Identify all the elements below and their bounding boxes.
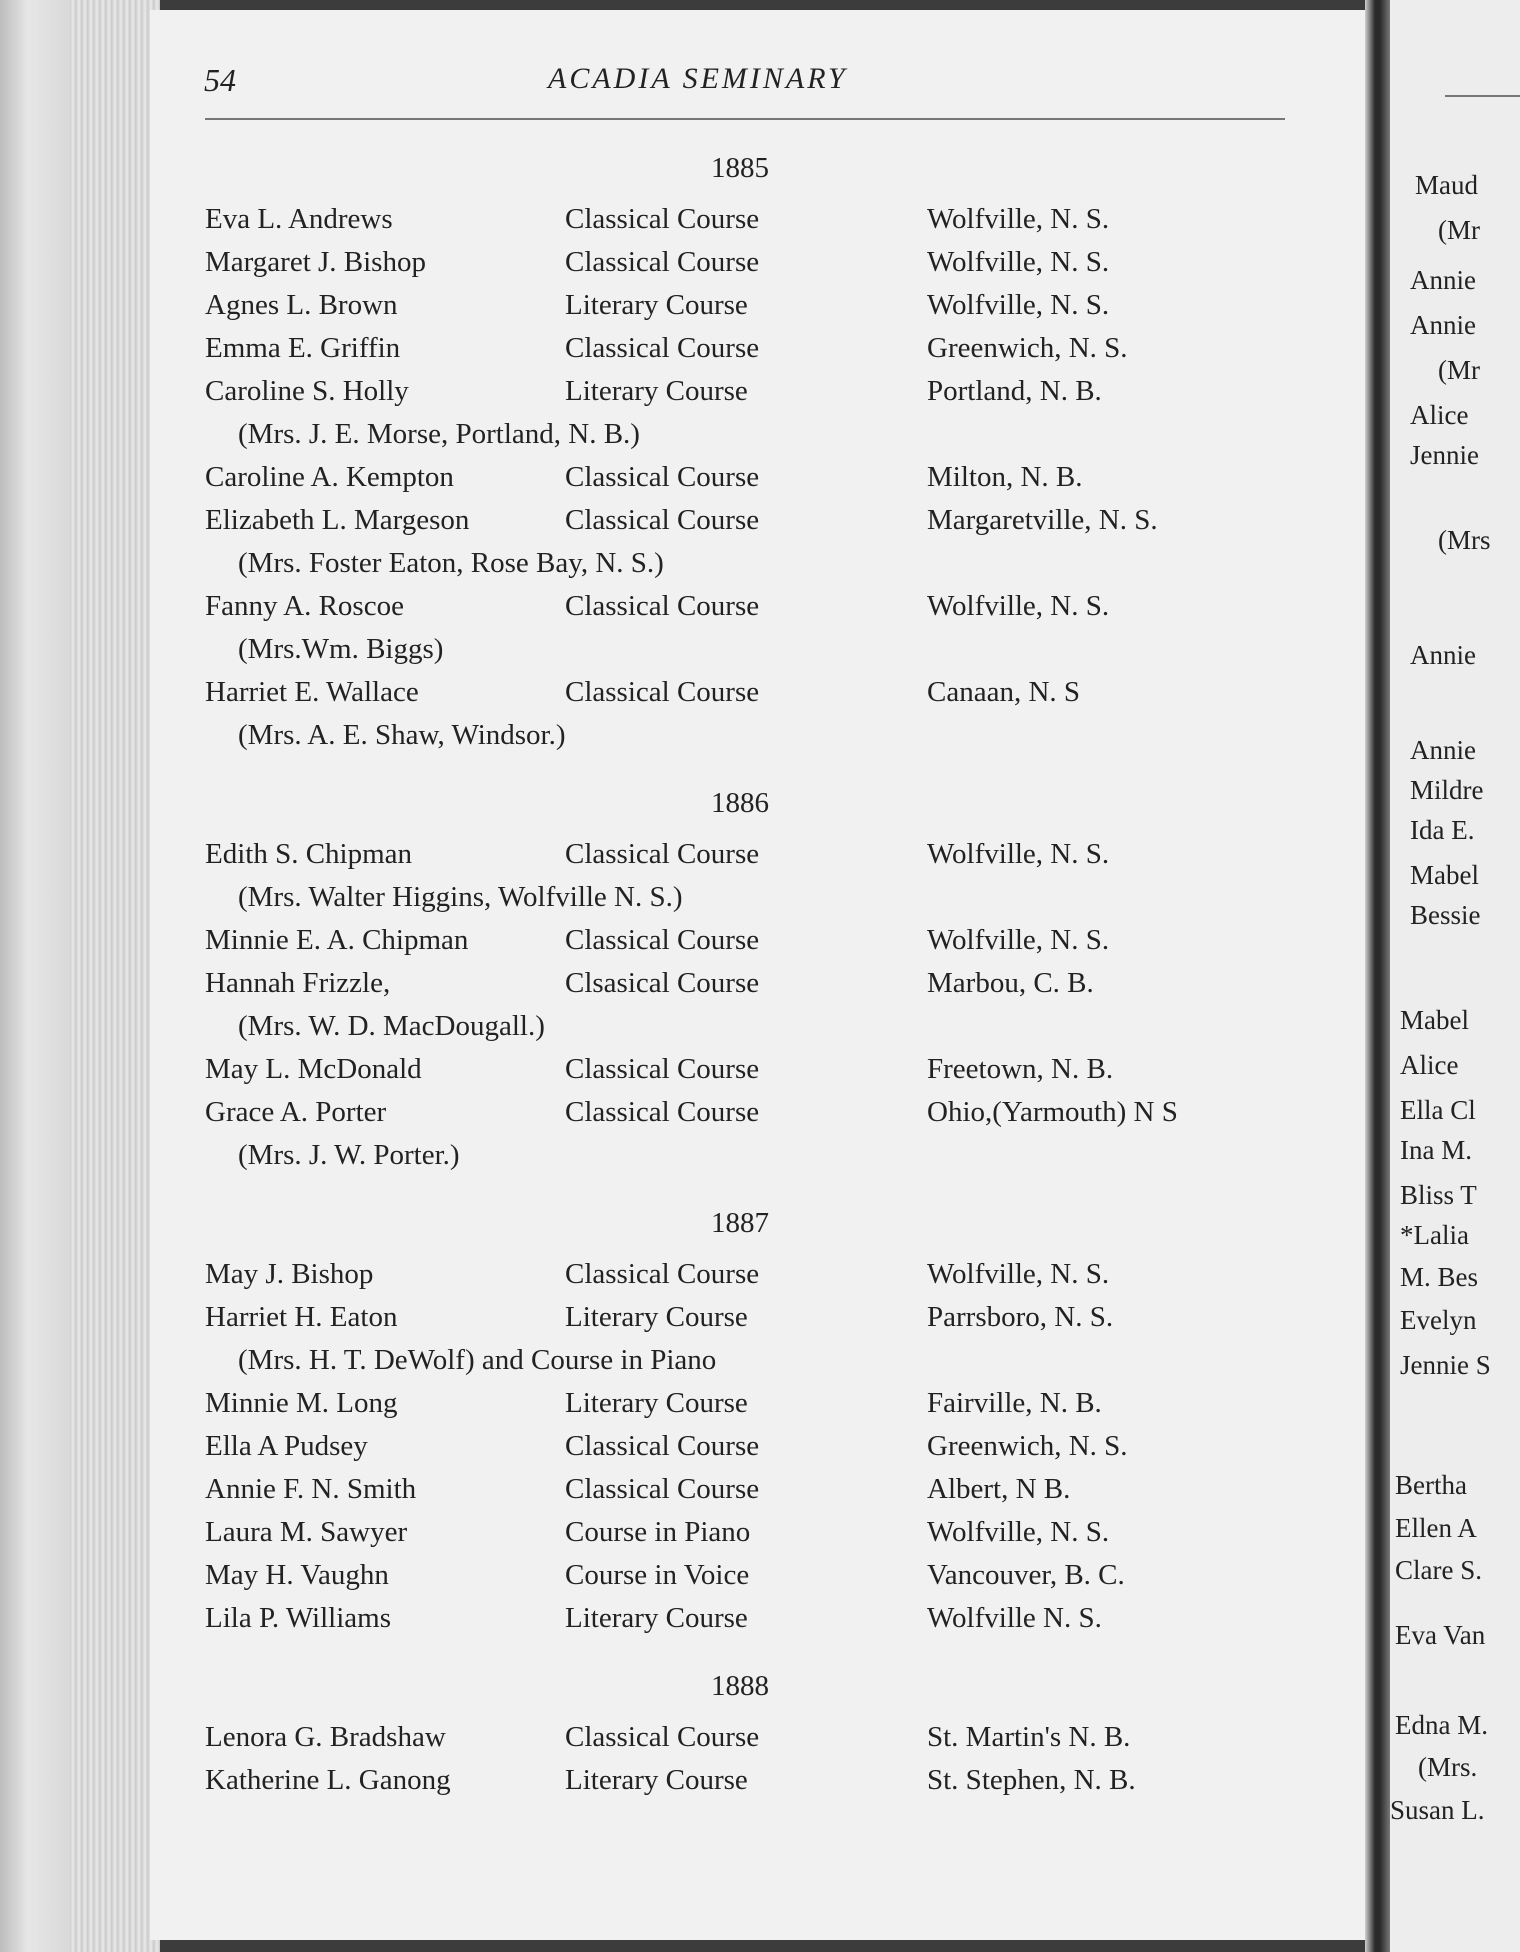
list-item	[205, 1764, 1285, 1804]
graduate-name: Emma E. Griffin	[205, 332, 401, 364]
course-name: Classical Course	[565, 1473, 760, 1505]
list-item	[205, 1559, 1285, 1599]
graduate-name: Grace A. Porter	[205, 1096, 387, 1128]
facing-page-text: Ella Cl	[1400, 1095, 1476, 1125]
graduate-name: Eva L. Andrews	[205, 203, 393, 235]
list-item	[205, 676, 1285, 716]
hometown: Greenwich, N. S.	[927, 332, 1128, 364]
married-name-note: (Mrs. J. W. Porter.)	[238, 1139, 460, 1171]
course-name: Literary Course	[565, 289, 748, 321]
facing-page-text: (Mrs	[1438, 525, 1491, 555]
facing-page-text: Ellen A	[1395, 1513, 1477, 1543]
header-rule	[205, 118, 1285, 120]
facing-page-text: Bliss T	[1400, 1180, 1477, 1210]
course-name: Literary Course	[565, 1387, 748, 1419]
course-name: Classical Course	[565, 1430, 760, 1462]
hometown: Albert, N B.	[927, 1473, 1071, 1505]
book-spine	[0, 0, 70, 1952]
hometown: Wolfville, N. S.	[927, 246, 1110, 278]
year-heading: 1887	[711, 1207, 769, 1239]
list-item	[205, 332, 1285, 372]
facing-page-text: Maud	[1415, 170, 1478, 200]
list-item	[205, 1053, 1285, 1093]
facing-page-text: Mildre	[1410, 775, 1484, 805]
list-item	[205, 461, 1285, 501]
married-name-note: (Mrs. Walter Higgins, Wolfville N. S.)	[238, 881, 683, 913]
list-item	[205, 838, 1285, 878]
list-item	[205, 590, 1285, 630]
facing-page-text: Annie	[1410, 735, 1476, 765]
list-item	[205, 1301, 1285, 1341]
hometown: Freetown, N. B.	[927, 1053, 1114, 1085]
hometown: Wolfville N. S.	[927, 1602, 1102, 1634]
facing-page-text: Clare S.	[1395, 1555, 1482, 1585]
married-name-note: (Mrs. H. T. DeWolf) and Course in Piano	[238, 1344, 717, 1376]
course-name: Literary Course	[565, 1301, 748, 1333]
course-name: Classical Course	[565, 332, 760, 364]
list-item	[205, 203, 1285, 243]
graduate-name: Hannah Frizzle,	[205, 967, 391, 999]
facing-page-text: Annie	[1410, 310, 1476, 340]
course-name: Course in Voice	[565, 1559, 750, 1591]
course-name: Classical Course	[565, 1096, 760, 1128]
graduate-name: Minnie E. A. Chipman	[205, 924, 469, 956]
hometown: Wolfville, N. S.	[927, 590, 1110, 622]
hometown: Milton, N. B.	[927, 461, 1083, 493]
course-name: Classical Course	[565, 676, 760, 708]
hometown: Wolfville, N. S.	[927, 289, 1110, 321]
list-item	[205, 1258, 1285, 1298]
list-item	[205, 1096, 1285, 1136]
course-name: Classical Course	[565, 246, 760, 278]
graduate-name: Annie F. N. Smith	[205, 1473, 417, 1505]
list-item	[205, 504, 1285, 544]
facing-page-text: Jennie	[1410, 440, 1479, 470]
course-name: Classical Course	[565, 590, 760, 622]
list-item	[205, 289, 1285, 329]
facing-page-text: M. Bes	[1400, 1262, 1479, 1292]
list-item	[205, 375, 1285, 415]
course-name: Classical Course	[565, 1258, 760, 1290]
hometown: Wolfville, N. S.	[927, 203, 1110, 235]
graduate-name: Edith S. Chipman	[205, 838, 413, 870]
facing-page-text: Annie	[1410, 265, 1476, 295]
facing-page-text: (Mr	[1438, 355, 1480, 385]
course-name: Classical Course	[565, 504, 760, 536]
graduate-name: Katherine L. Ganong	[205, 1764, 451, 1796]
hometown: Marbou, C. B.	[927, 967, 1094, 999]
facing-page-text: Ina M.	[1400, 1135, 1472, 1165]
course-name: Literary Course	[565, 1602, 748, 1634]
facing-page-text: Jennie S	[1400, 1350, 1491, 1380]
facing-page-text: Annie	[1410, 640, 1476, 670]
hometown: Wolfville, N. S.	[927, 1258, 1110, 1290]
page-header	[198, 62, 1288, 112]
graduate-name: Caroline S. Holly	[205, 375, 409, 407]
graduate-name: May L. McDonald	[205, 1053, 422, 1085]
running-head: ACADIA SEMINARY	[548, 62, 848, 95]
married-name-note: (Mrs.Wm. Biggs)	[238, 633, 444, 665]
page-number: 54	[204, 62, 236, 98]
facing-page-text: Mabel	[1400, 1005, 1469, 1035]
graduate-name: Harriet H. Eaton	[205, 1301, 398, 1333]
hometown: St. Martin's N. B.	[927, 1721, 1131, 1753]
graduate-name: Laura M. Sawyer	[205, 1516, 408, 1548]
hometown: Ohio,(Yarmouth) N S	[927, 1096, 1178, 1128]
graduate-name: Fanny A. Roscoe	[205, 590, 404, 622]
hometown: Wolfville, N. S.	[927, 1516, 1110, 1548]
list-item	[205, 246, 1285, 286]
hometown: St. Stephen, N. B.	[927, 1764, 1136, 1796]
page-edges	[70, 0, 160, 1952]
graduate-name: Ella A Pudsey	[205, 1430, 368, 1462]
course-name: Classical Course	[565, 838, 760, 870]
list-item	[205, 1721, 1285, 1761]
facing-page-text: Mabel	[1410, 860, 1479, 890]
graduate-name: May H. Vaughn	[205, 1559, 389, 1591]
facing-page-text: Alice	[1400, 1050, 1459, 1080]
facing-page-text: Alice	[1410, 400, 1469, 430]
hometown: Portland, N. B.	[927, 375, 1102, 407]
course-name: Classical Course	[565, 203, 760, 235]
course-name: Clsasical Course	[565, 967, 760, 999]
list-item	[205, 1516, 1285, 1556]
facing-page-text: *Lalia	[1400, 1220, 1469, 1250]
facing-page	[1390, 0, 1520, 1952]
married-name-note: (Mrs. A. E. Shaw, Windsor.)	[238, 719, 566, 751]
hometown: Margaretville, N. S.	[927, 504, 1158, 536]
year-heading: 1885	[711, 152, 769, 184]
married-name-note: (Mrs. W. D. MacDougall.)	[238, 1010, 545, 1042]
facing-page-text: Bertha	[1395, 1470, 1467, 1500]
graduate-name: Elizabeth L. Margeson	[205, 504, 470, 536]
graduate-name: Margaret J. Bishop	[205, 246, 426, 278]
list-item	[205, 1473, 1285, 1513]
married-name-note: (Mrs. J. E. Morse, Portland, N. B.)	[238, 418, 640, 450]
list-item	[205, 1387, 1285, 1427]
facing-page-text: (Mr	[1438, 215, 1480, 245]
facing-page-text: Edna M.	[1395, 1710, 1488, 1740]
hometown: Canaan, N. S	[927, 676, 1081, 708]
course-name: Classical Course	[565, 1053, 760, 1085]
course-name: Course in Piano	[565, 1516, 751, 1548]
graduate-name: Harriet E. Wallace	[205, 676, 419, 708]
course-name: Classical Course	[565, 1721, 760, 1753]
hometown: Wolfville, N. S.	[927, 924, 1110, 956]
year-heading: 1886	[711, 787, 769, 819]
hometown: Parrsboro, N. S.	[927, 1301, 1114, 1333]
book-gutter	[1365, 0, 1390, 1952]
hometown: Greenwich, N. S.	[927, 1430, 1128, 1462]
graduate-name: Agnes L. Brown	[205, 289, 398, 321]
graduate-name: Caroline A. Kempton	[205, 461, 454, 493]
course-name: Literary Course	[565, 1764, 748, 1796]
list-item	[205, 967, 1285, 1007]
married-name-note: (Mrs. Foster Eaton, Rose Bay, N. S.)	[238, 547, 664, 579]
graduate-name: Lila P. Williams	[205, 1602, 391, 1634]
hometown: Wolfville, N. S.	[927, 838, 1110, 870]
list-item	[205, 1430, 1285, 1470]
facing-page-text: Bessie	[1410, 900, 1481, 930]
facing-page-text: Evelyn	[1400, 1305, 1477, 1335]
facing-page-text: Susan L.	[1390, 1795, 1485, 1825]
course-name: Literary Course	[565, 375, 748, 407]
facing-page-text: Ida E.	[1410, 815, 1475, 845]
course-name: Classical Course	[565, 924, 760, 956]
graduate-name: Lenora G. Bradshaw	[205, 1721, 446, 1753]
year-heading: 1888	[711, 1670, 769, 1702]
facing-page-text: (Mrs.	[1418, 1752, 1478, 1782]
course-name: Classical Course	[565, 461, 760, 493]
graduate-name: Minnie M. Long	[205, 1387, 398, 1419]
facing-page-rule	[1445, 95, 1520, 97]
list-item	[205, 924, 1285, 964]
list-item	[205, 1602, 1285, 1642]
hometown: Vancouver, B. C.	[927, 1559, 1125, 1591]
hometown: Fairville, N. B.	[927, 1387, 1102, 1419]
facing-page-text: Eva Van	[1395, 1620, 1486, 1650]
graduate-name: May J. Bishop	[205, 1258, 374, 1290]
